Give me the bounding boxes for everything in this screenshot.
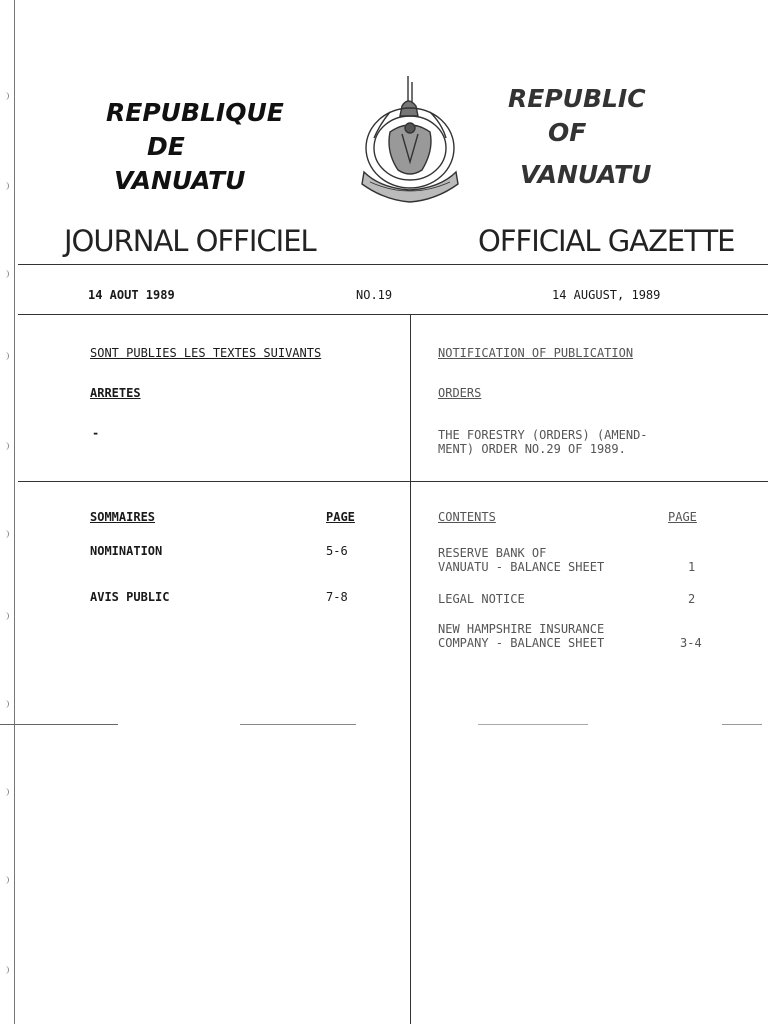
contents-item-fr-title: NOMINATION [90, 544, 163, 558]
publication-item-en-line2: MENT) ORDER NO.29 OF 1989. [438, 442, 626, 456]
end-rule [240, 724, 356, 725]
punch-mark [2, 788, 9, 796]
publication-item-fr: - [92, 426, 100, 440]
contents-item-fr-title: AVIS PUBLIC [90, 590, 170, 604]
punch-mark [2, 182, 9, 190]
end-rule [722, 724, 762, 725]
contents-item-fr-page: 7-8 [326, 590, 348, 604]
section-divider [18, 481, 768, 482]
punch-mark [2, 352, 9, 360]
official-gazette-title: OFFICIAL GAZETTE [478, 224, 735, 258]
contents-item-en-title-line1: LEGAL NOTICE [438, 592, 525, 606]
contents-item-fr-page: 5-6 [326, 544, 348, 558]
issue-divider [18, 314, 768, 315]
contents-item-en-title-line1: RESERVE BANK OF [438, 546, 547, 560]
contents-item-en-title-line1: NEW HAMPSHIRE INSURANCE [438, 622, 605, 636]
masthead-fr-line2: DE [147, 132, 185, 161]
punch-mark [2, 270, 9, 278]
contents-heading-fr: SOMMAIRES [90, 510, 156, 524]
contents-item-en-title-line2: COMPANY - BALANCE SHEET [438, 636, 605, 650]
contents-item-en-page: 2 [688, 592, 696, 606]
masthead-fr-line1: REPUBLIQUE [106, 98, 284, 127]
punch-mark [2, 442, 9, 450]
punch-mark [2, 612, 9, 620]
publication-heading-en: NOTIFICATION OF PUBLICATION [438, 346, 634, 360]
masthead-fr [106, 96, 306, 198]
left-margin-line [14, 0, 15, 1024]
punch-mark [2, 700, 9, 708]
masthead-en-line3: VANUATU [520, 160, 652, 189]
issue-number: NO.19 [356, 288, 393, 302]
masthead-en [508, 82, 688, 192]
publication-item-en [438, 428, 648, 456]
issue-date-en: 14 AUGUST, 1989 [552, 288, 661, 302]
issue-date-fr: 14 AOUT 1989 [88, 288, 175, 302]
contents-item-en [438, 622, 604, 650]
masthead-en-line1: REPUBLIC [508, 84, 646, 113]
contents-item-en-page: 3-4 [680, 636, 702, 650]
coat-of-arms-emblem [350, 72, 470, 212]
publication-item-en-line1: THE FORESTRY (ORDERS) (AMEND- [438, 428, 648, 442]
masthead-divider [18, 264, 768, 265]
masthead-en-line2: OF [548, 118, 587, 147]
end-rule [478, 724, 588, 725]
contents-heading-en: CONTENTS [438, 510, 496, 524]
contents-page-heading-fr: PAGE [326, 510, 355, 524]
contents-page-heading-en: PAGE [668, 510, 697, 524]
publication-heading-fr: SONT PUBLIES LES TEXTES SUIVANTS [90, 346, 322, 360]
punch-mark [2, 530, 9, 538]
punch-mark [2, 966, 9, 974]
publication-section-fr: ARRETES [90, 386, 141, 400]
punch-mark [2, 92, 9, 100]
punch-mark [2, 876, 9, 884]
contents-item-en-title-line2: VANUATU - BALANCE SHEET [438, 560, 605, 574]
column-divider [410, 314, 411, 1024]
publication-section-en: ORDERS [438, 386, 482, 400]
masthead-fr-line3: VANUATU [114, 166, 246, 195]
journal-officiel-title: JOURNAL OFFICIEL [64, 224, 316, 258]
end-rule [0, 724, 118, 725]
contents-item-en-page: 1 [688, 560, 696, 574]
contents-item-en [438, 546, 604, 574]
